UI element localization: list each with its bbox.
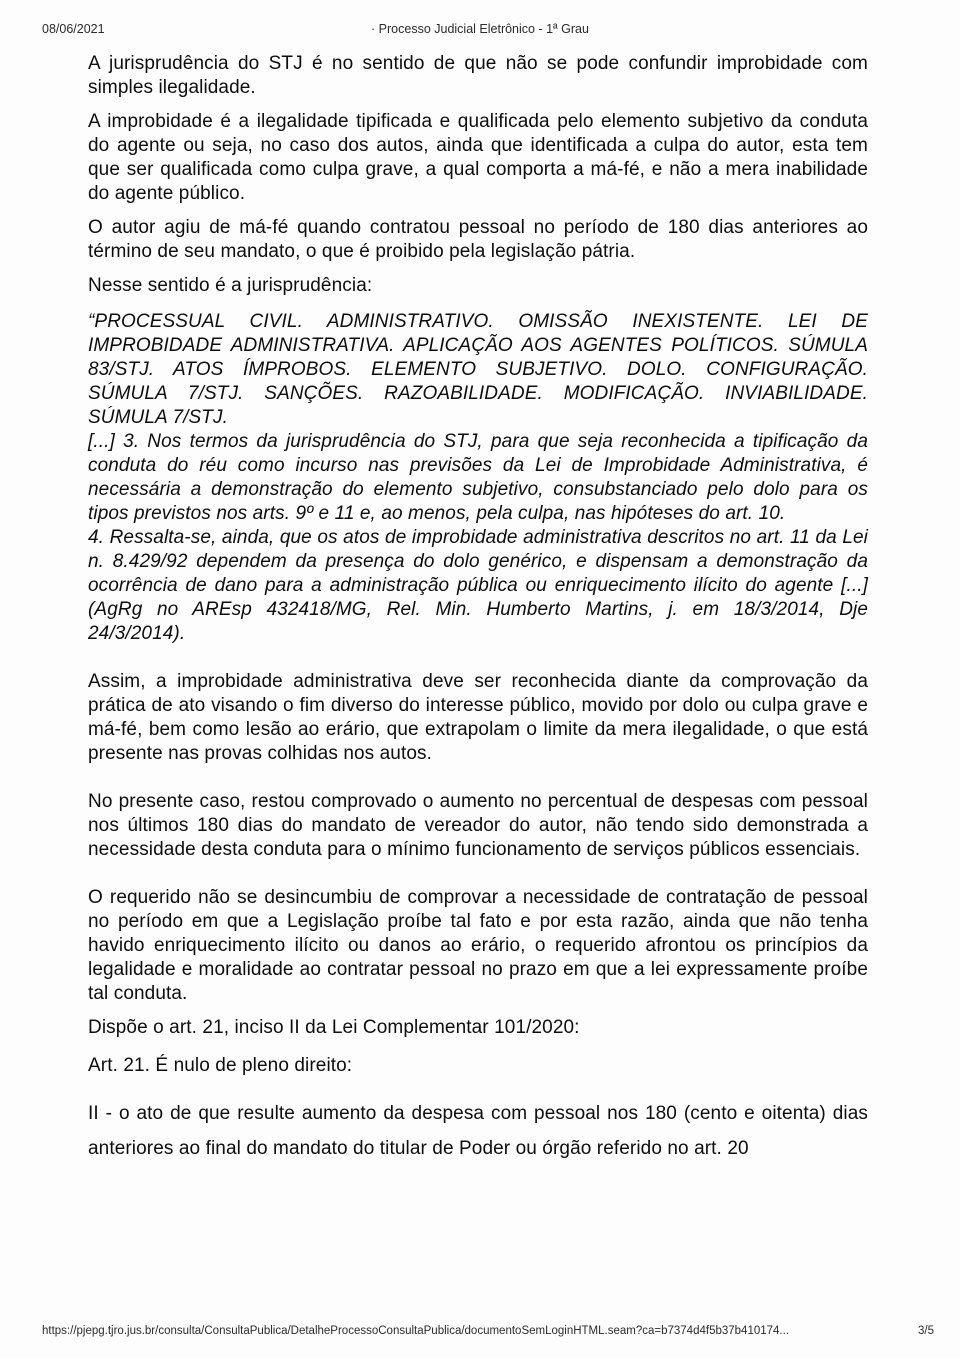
header-title: · Processo Judicial Eletrônico - 1ª Grau — [371, 22, 589, 36]
paragraph: Dispõe o art. 21, inciso II da Lei Complementar 101/2020: — [88, 1017, 580, 1038]
paragraph: “PROCESSUAL CIVIL. ADMINISTRATIVO. OMISSÃO INEXISTENTE. LEI DE IMPROBIDADE ADMINISTRATIVA. APLICAÇÃO AOS AGENTES POLÍTICOS. SÚMULA 83/STJ. ATOS ÍMPROBOS. ELEMENTO SUBJETIVO. DOLO. CONFIGURAÇÃO. SÚMULA 7/STJ. SANÇÕES. RAZOABILIDADE. MODIFICAÇÃO. INVIABILIDADE. SÚMULA 7/STJ. — [88, 311, 868, 428]
paragraph: O requerido não se desincumbiu de comprovar a necessidade de contratação de pessoal no período em que a Legislação proíbe tal fato e por esta razão, ainda que não tenha havido enriquecimento ilícito ou danos ao erário, o requerido afrontou os princípios da legalidade e moralidade ao contratar pessoal no prazo em que a lei expressamente proíbe tal conduta. — [88, 887, 868, 1004]
footer-url: https://pjepg.tjro.jus.br/consulta/ConsultaPublica/DetalheProcessoConsultaPublica/documentoSemLoginHTML.seam?ca=b7374d4f5b37b410174... — [42, 1325, 790, 1337]
footer-page-number: 3/5 — [918, 1325, 934, 1337]
document-body — [88, 52, 868, 1176]
paragraph: 4. Ressalta-se, ainda, que os atos de improbidade administrativa descritos no art. 11 da Lei n. 8.429/92 dependem da presença do dolo genérico, e dispensam a demonstração da ocorrência de dano para a administração pública ou enriquecimento ilícito do agente [...] (AgRg no AREsp 432418/MG, Rel. Min. Humberto Martins, j. em 18/3/2014, Dje 24/3/2014). — [88, 527, 868, 644]
header-date: 08/06/2021 — [42, 22, 105, 36]
paragraph: Assim, a improbidade administrativa deve ser reconhecida diante da comprovação da prática de ato visando o fim diverso do interesse público, movido por dolo ou culpa grave e má-fé, bem como lesão ao erário, que extrapolam o limite da mera ilegalidade, o que está presente nas provas colhidas nos autos. — [88, 671, 868, 764]
paragraph: Nesse sentido é a jurisprudência: — [88, 275, 373, 296]
paragraph: No presente caso, restou comprovado o aumento no percentual de despesas com pessoal nos últimos 180 dias do mandato de vereador do autor, não tendo sido demonstrada a necessidade desta conduta para o mínimo funcionamento de serviços públicos essenciais. — [88, 791, 868, 860]
paragraph: [...] 3. Nos termos da jurisprudência do STJ, para que seja reconhecida a tipificação da conduta do réu como incurso nas previsões da Lei de Improbidade Administrativa, é necessária a demonstração do elemento subjetivo, consubstanciado pelo dolo para os tipos previstos nos arts. 9º e 11 e, ao menos, pela culpa, nas hipóteses do art. 10. — [88, 431, 868, 524]
print-header — [0, 22, 960, 40]
print-footer — [42, 1325, 934, 1337]
paragraph: A jurisprudência do STJ é no sentido de que não se pode confundir improbidade com simples ilegalidade. — [88, 53, 868, 98]
paragraph: II - o ato de que resulte aumento da despesa com pessoal nos 180 (cento e oitenta) dias anteriores ao final do mandato do titular de Poder ou órgão referido no art. 20 — [88, 1103, 868, 1159]
paragraph: A improbidade é a ilegalidade tipificada e qualificada pelo elemento subjetivo da conduta do agente ou seja, no caso dos autos, ainda que identificada a culpa do autor, esta tem que ser qualificada como culpa grave, a qual comporta a má-fé, e não a mera inabilidade do agente público. — [88, 111, 868, 204]
paragraph: O autor agiu de má-fé quando contratou pessoal no período de 180 dias anteriores ao término de seu mandato, o que é proibido pela legislação pátria. — [88, 217, 868, 262]
paragraph: Art. 21. É nulo de pleno direito: — [88, 1055, 353, 1076]
